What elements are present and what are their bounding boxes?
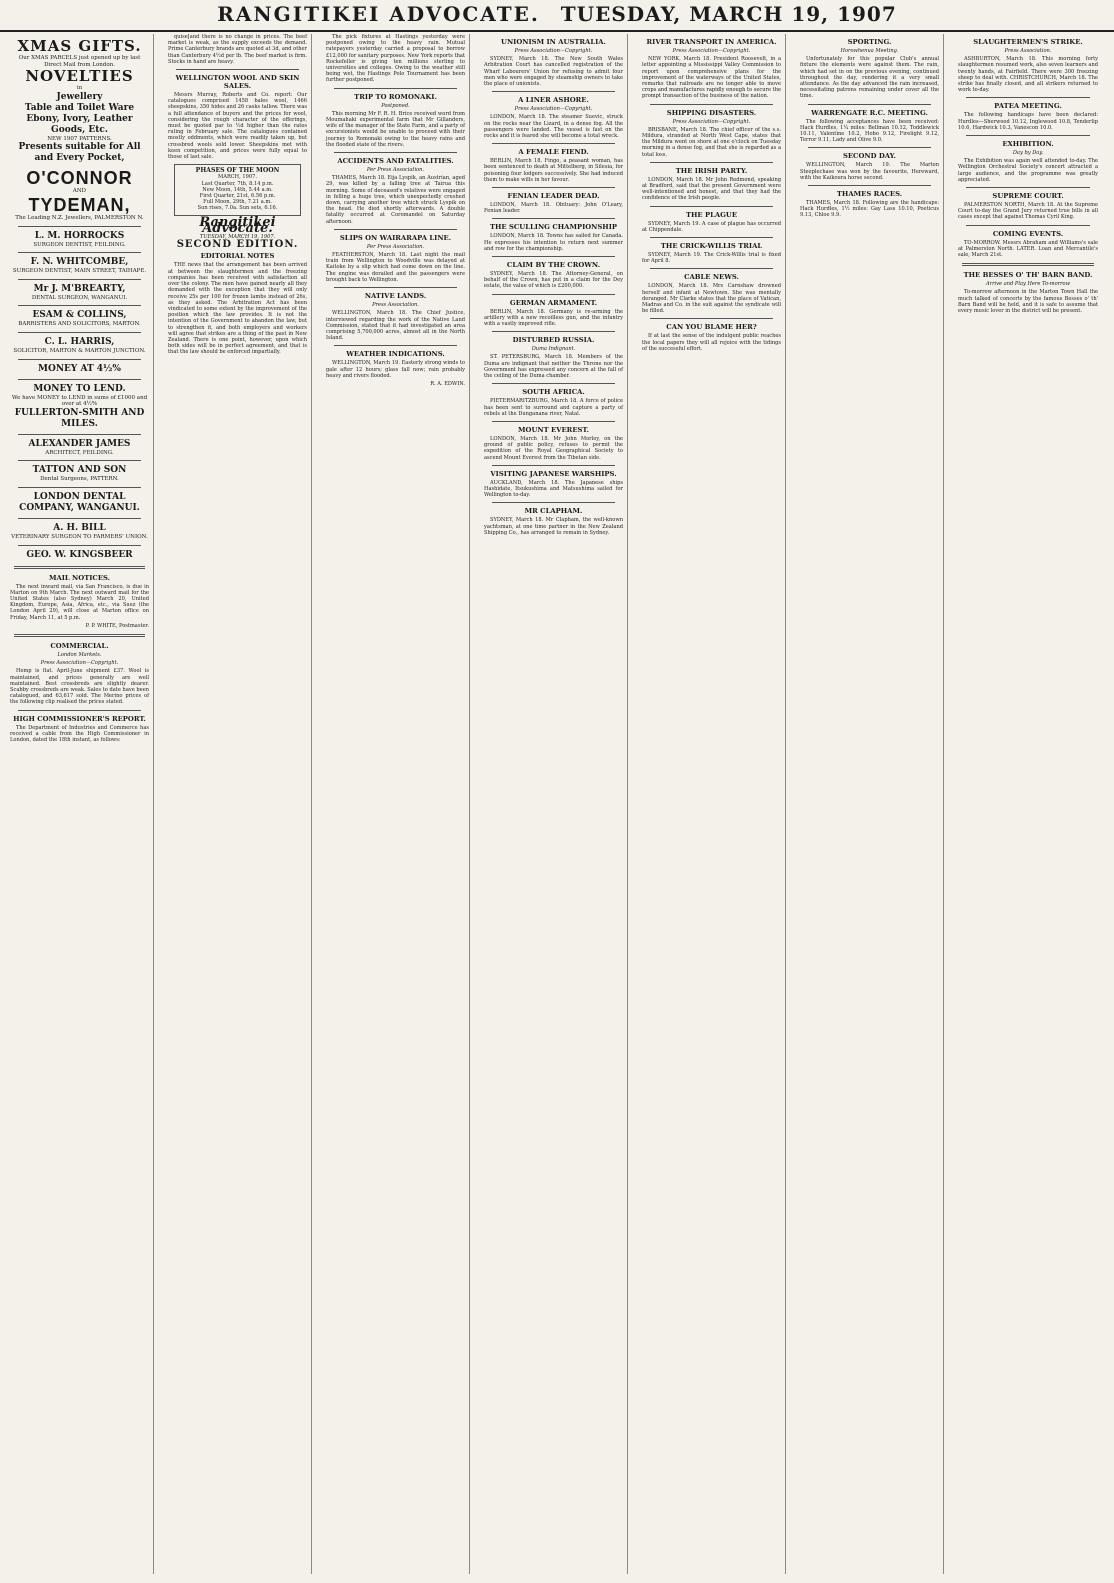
divider [650,206,773,207]
section-heading: THE IRISH PARTY. [675,166,748,175]
article-text: If at last the sense of the indulgent public reaches the local papers they will all rejoice with the tidings of the successful effort. [642,333,781,352]
article-text: The Department of Industries and Commerce has received a cable from the High Commissioner in London, dated the 18th instant, as follows: [10,724,149,743]
ad-title: NOVELTIES [25,67,134,86]
article-signature: R. A. EDWIN. [430,380,465,387]
divider [18,487,141,488]
ad-whitcombe [10,257,149,275]
ad-title: XMAS GIFTS. [17,37,142,55]
ad-text: SOLICITOR, MARTON & MARTON JUNCTION. [13,347,146,354]
divider [650,268,773,269]
ad-alexander-james [10,439,149,457]
ad-title: Mr J. M'BREARTY, [33,283,126,294]
ad-text: The Leading N.Z. Jewellers, PALMERSTON N. [15,214,144,221]
ad-harris [10,337,149,355]
section-heading: ACCIDENTS AND FATALITIES. [337,157,454,166]
edition-label: SECOND EDITION. [176,239,299,251]
article-text: BERLIN, March 18. Germany is re-arming the artillery with a new recoilless gun, and the infantry with a vastly improved rifle. [484,308,623,328]
article-text: THAMES, March 18. Following are the handicaps: Hack Hurdles, 1½ miles: Gay Lass 10.10, Poeticus 9.13, Chloe 9.9. [800,200,939,219]
divider [808,104,931,105]
section-heading: WARRENGATE R.C. MEETING. [811,108,928,117]
divider [966,97,1090,98]
section-heading: SHIPPING DISASTERS. [666,108,757,117]
divider [492,256,615,257]
article-text: quise[and there is no change in prices. The beef market is weak, as the supply exceeds the demand. Prime Canterbury brands are quoted at 3d, and other than Canterbury 4½d per lb. The beef market is firm. Stocks in hand are heavy. [168,34,307,65]
article-text: LONDON, March 18. Mrs Carnshaw drowned herself and infant at Newtown. She was mentally deranged. Mr Clarke states that the place of Vatican, Madras and Co. in the suit against the syndicate will be filled. [642,283,781,315]
divider [18,545,141,546]
page-columns [6,34,1108,1579]
section-heading: SLAUGHTERMEN'S STRIKE. [973,38,1083,46]
column-5 [638,34,786,1574]
ad-tatton [10,465,149,483]
article-text: THE news that the arrangement has been arrived at between the slaughtermen and the freezing companies has been received with satisfaction all over the colony. The men have gained nearly all they demanded with the exception that they will only receive 25s per 100 for frozen lambs instead of 26s, as they asked. The Arbitration Act has been vindicated to some extent by the improvement of the position which the law provides. It is not the intention of the Government to abandon the law, but to strengthen it, and both employers and workers will agree that strikes are a thing of the past in New Zealand. There is one point, however, upon which both sides will be in perfect agreement, and that is that the law should be enforced impartially. [168,262,307,356]
press-credit: Press Association—Copyright. [40,660,119,667]
ad-text: We have MONEY to LEND in sums of £1000 and over at 4½% [11,394,148,408]
section-heading: CABLE NEWS. [684,273,739,282]
section-heading: MAIL NOTICES. [48,573,111,582]
moon-phases-box [174,164,301,215]
divider [18,359,141,360]
divider [18,332,141,333]
ad-text: Presents suitable for All and Every Pocket, [18,142,141,164]
divider [492,502,615,503]
ad-horrocks [10,231,149,249]
ad-text: DENTAL SURGEON, WANGANUI. [31,294,128,301]
editorial-date: TUESDAY, MARCH 19, 1907. [199,234,276,241]
article-text: Unfortunately for this popular Club's annual fixture the elements were against them. The rain, which had set in on the previous evening, continued throughout the day, rendering it a very small attendance. As the day advanced the rain increased, necessitating patrons remaining under cover all the time. [800,56,939,100]
section-heading: THE SCULLING CHAMPIONSHIP [489,223,618,232]
ad-text: NEW 1907 PATTERNS. [47,135,112,142]
article-text: AUCKLAND, March 18. The Japanese ships Hashidate, Itsukushima and Matsushima sailed for Wellington to-day. [484,479,623,499]
press-credit: Per Press Association. [366,167,425,174]
ad-xmas-gifts [10,38,149,164]
section-heading: HIGH COMMISSIONER'S REPORT. [13,714,146,723]
divider [18,460,141,461]
section-heading: SUPREME COURT. [992,192,1064,201]
section-heading: EXHIBITION. [1002,140,1054,149]
moon-phases-month: MARCH, 1907. [218,174,257,181]
article-signature: P. P. WHITE, Postmaster. [85,622,149,629]
divider [492,421,615,422]
section-heading: VISITING JAPANESE WARSHIPS. [490,469,617,478]
ad-text: AND [72,188,87,195]
divider [18,252,141,253]
divider [176,69,299,70]
section-heading: SOUTH AFRICA. [522,388,585,397]
section-heading: SECOND DAY. [842,152,897,161]
divider [18,279,141,280]
column-6 [796,34,944,1574]
section-heading: CLAIM BY THE CROWN. [506,261,601,270]
divider [14,566,145,569]
article-text: Hemp is flat. April-June shipment £37. Wool is maintained, and prices generally are well maintained. Best crossbreds are slightly dearer. Scabby crossbreds are weak. Sales to date have been catalogued, and 63,617 sold. The Merino prices of the following clip realised the prices stated. [10,668,149,706]
moon-phases-title: PHASES OF THE MOON [195,167,280,175]
moon-phase-row: New Moon, 14th, 5.44 a.m. [202,186,273,193]
press-credit: Press Association. [1004,48,1052,54]
press-credit: Press Association—Copyright. [672,48,751,54]
ad-text: Ebony, Ivory, Leather Goods, Etc. [26,113,133,135]
press-credit: Per Press Association. [366,243,425,250]
divider [492,218,615,219]
section-heading: FENIAN LEADER DEAD. [507,192,600,201]
press-credit: Press Association—Copyright. [672,118,751,125]
divider [18,710,141,711]
subheading: London Markets. [57,651,102,658]
column-4 [480,34,628,1574]
article-text: ASHBURTON, March 18. This morning forty slaughtermen resumed work, also seven learners and twenty hands, at Fairfield. There were 300 freezing sheep to deal with. CHRISTCHURCH, March 18. The strike has finally closed, and all strikers returned to work to-day. [958,56,1098,94]
divider [492,143,615,144]
article-text: WELLINGTON, March 19. Easterly strong winds to gale after 12 hours; glass fall now; rain probably heavy and rivers flooded. [326,360,465,379]
ad-title: O'CONNOR [26,168,133,189]
ad-title: ESAM & COLLINS, [32,310,127,321]
ad-title: TATTON AND SON [32,465,127,476]
ad-text: FULLERTON-SMITH AND MILES. [14,407,145,429]
ad-title: A. H. BILL [53,522,106,533]
divider [334,152,457,153]
divider [966,187,1090,188]
article-text: SYDNEY, March 18. The Attorney-General, on behalf of the Crown, has put in a claim for the Dey estate, the value of which is £200,000. [484,271,623,290]
ad-title: GEO. W. KINGSBEER [26,549,133,560]
ad-text: Table and Toilet Ware [24,102,135,113]
article-text: SYDNEY, March 19. A case of plague has occurred at Chippendale. [642,220,781,233]
divider [650,162,773,163]
divider [492,187,615,188]
section-heading: THAMES RACES. [836,190,903,199]
article-text: SYDNEY, March 19. The Crick-Willis trial is fixed for April 8. [642,252,781,265]
article-text: LONDON, March 18. Mr John Morley, on the ground of public policy, refuses to permit the expedition of the Royal Geographical Society to ascend Mount Everest from the Tibetan side. [484,435,623,461]
article-text: THAMES, March 18. Eija Lyspik, an Austrian, aged 29, was killed by a falling tree at Tairua this morning. Some of deceased's relatives were engaged in felling a huge tree, which unexpectedly crushed down, carrying another tree which struck Lyspik on the head. He died shortly afterwards. A double fatality occurred at Coromandel on Saturday afternoon. [326,175,465,225]
ad-text: ARCHITECT, FEILDING. [45,449,114,456]
article-text: BERLIN, March 18. Fingo, a peasant woman, has been sentenced to death at Mittelberg, in Silesia, for poisoning four lodgers successively. She had induced them to make wills in her favour. [484,158,623,183]
article-text: NEW YORK, March 18. President Roosevelt, in a letter appointing a Mississippi Valley Commission to report upon comprehensive plans for the improvement of the waterways of the United States, remarks that railroads are no longer able to move crops and manufactures rapidly enough to secure the prompt transaction of the business of the nation. [642,56,781,100]
section-heading: NATIVE LANDS. [364,292,427,301]
masthead-date: TUESDAY, MARCH 19, 1907 [560,2,897,26]
article-text: BRISBANE, March 18. The chief officer of the s.s. Mildura, stranded at North West Cape, states that the Mildura went on shore at one o'clock on Tuesday morning in a dense fog, and that she is regarded as a total loss. [642,126,781,158]
press-credit: Press Association. [372,302,419,309]
divider [966,225,1090,226]
divider [492,331,615,332]
press-credit: Press Association—Copyright. [514,48,593,54]
divider [650,104,773,105]
divider [492,383,615,384]
article-text: The pick fixtures at Hastings yesterday were postponed owing to the heavy rain. Mutual ratepayers yesterday carried a proposal to borrow £12,000 for sanitary purposes. New York reports that Rockefeller is giving ten millions sterling to universities and colleges. Owing to the weather still being wet, the Hastings Polo Tournament has been further postponed. [326,34,465,84]
moon-phase-row: Last Quarter, 7th, 8.14 p.m. [201,180,274,187]
article-text: LONDON, March 18. Obituary: John O'Leary, Fenian leader. [484,202,623,215]
ad-title: ALEXANDER JAMES [28,438,131,449]
divider [334,88,457,89]
ad-title: TYDEMAN, [28,194,131,215]
subheading: Arrive and Play Here To-morrow [986,281,1070,288]
subheading: Duma Indignant. [531,346,576,353]
article-text: LONDON, March 18. Towns has sailed for Canada. He expresses his intention to return next summer and row for the championship. [484,233,623,252]
divider [492,465,615,466]
newspaper-title [0,2,1114,26]
editorial-masthead: Rangitikei Advocate. [199,214,276,236]
section-heading: TRIP TO ROMONAKI. [354,92,437,101]
section-heading: A LINER ASHORE. [518,96,589,105]
article-text: WELLINGTON, March 19. The Marton Steeplechase was won by the favourite, Hereward, with the Kaikoura horse second. [800,162,939,181]
section-heading: WELLINGTON WOOL AND SKIN SALES. [175,74,300,91]
article-text: LONDON, March 18. Mr John Redmond, speaking at Bradford, said that the present Government were well-intentioned and honest, and that they had the confidence of the Irish people. [642,176,781,202]
divider [18,305,141,306]
ad-money-at [10,364,149,375]
section-heading: WEATHER INDICATIONS. [346,350,445,359]
divider [14,634,145,637]
subheading: Postponed. [381,102,410,109]
section-heading: THE CRICK-WILLIS TRIAL [660,242,763,251]
divider [966,135,1090,136]
masthead [0,0,1114,32]
ad-esam-collins [10,310,149,328]
section-heading: THE PLAGUE [685,210,738,219]
divider [18,226,141,227]
divider [492,91,615,92]
article-text: The Exhibition was again well attended to-day. The Wellington Orchestral Society's concert attracted a large audience, and the programme was greatly appreciated. [958,158,1098,183]
moon-phase-row: Sun rises, 7.0a. Sun sets, 6.16. [197,205,278,212]
masthead-title: RANGITIKEI ADVOCATE. [217,2,540,26]
ad-title: MONEY AT 4½% [38,363,121,374]
moon-phase-row: Full Moon, 29th, 7.21 a.m. [203,199,272,206]
ad-title: C. L. HARRIS, [44,336,115,347]
ad-title: MONEY TO LEND. [33,383,126,394]
divider [808,185,931,186]
divider [492,294,615,295]
divider [334,345,457,346]
article-text: The following handicaps have been declared: Hurdles—Sherwood 10.12, Inglewood 10.8, Tenderlip 10.6, Hardwick 10.3, Vanescon 10.0. [958,112,1098,131]
subheading: Day by Day. [1012,150,1044,157]
ad-text: Jewellery [56,91,103,102]
ad-text: Dental Surgeons, PATTERN. [40,476,119,483]
press-credit: Press Association—Copyright. [514,106,593,113]
section-heading: COMMERCIAL. [50,641,109,650]
article-text: LONDON, March 18. The steamer Suevic, struck on the rocks near the Lizard, in a dense fog. All the passengers were landed. The vessel is fast on the rocks and it is feared she will become a total wreck. [484,114,623,140]
divider [808,147,931,148]
ad-money-to-lend [10,384,149,430]
section-heading: GERMAN ARMAMENT. [509,298,598,307]
column-2 [164,34,312,1574]
article-text: The following acceptances have been received: Hack Hurdles, 1¼ miles: Bellman 10.12, Toddlewick 10.11, Valentine 10.2, Hobo 9.12, Firelight 9.12, Terror 9.11, Lady and Olive 9.0. [800,118,939,144]
section-heading: COMING EVENTS. [992,229,1064,238]
section-heading: DISTURBED RUSSIA. [512,336,595,345]
article-text: The next inward mail, via San Francisco, is due in Marton on 9th March. The next outward mail for the United States (also Sydney) March 20, United Kingdom, Europe, Asia, Africa, etc., via Suez (the London April 29), will close at Marton office on Friday, March 11, at 5 p.m. [10,583,149,621]
section-heading: PATEA MEETING. [994,102,1062,111]
ad-text: Our XMAS PARCELS just opened up by last Direct Mail from London. [18,55,141,68]
section-heading: UNIONISM IN AUSTRALIA. [501,38,606,46]
divider [18,379,141,380]
section-heading: RIVER TRANSPORT IN AMERICA. [646,38,777,46]
article-text: To-morrow afternoon in the Marton Town Hall the much talked of concerts by the famous Besses o' th' Barn Band will be held, and it is safe to assume that every music lover in the district will be present. [958,289,1098,315]
column-7 [954,34,1102,1574]
ad-mbrearty [10,284,149,302]
ad-text: SURGEON DENTIST, FEILDING. [33,241,126,248]
article-text: WELLINGTON, March 18. The Chief Justice, interviewed regarding the work of the Native Land Commission, stated that it had investigated an area comprising 5,700,000 acres, almost all in the North Island. [326,310,465,342]
section-heading: MR CLAPHAM. [524,507,583,516]
article-text: SYDNEY, March 18. Mr Clapham, the well-known yachtsman, at one time partner in the New Zealand Shipping Co., has arranged to remain in Sydney. [484,517,623,536]
section-heading: CAN YOU BLAME HER? [666,323,757,332]
ad-text: BARRISTERS AND SOLICITORS, MARTON. [18,321,141,328]
article-text: This morning Mr F. R. H. Brice received word from Moumahaki experimental farm that Mr Gillanders, wife of the manager of the State Farm, and a party of excursionists would be unable to proceed with their journey to Romonaki owing to the heavy rains and the flooded state of the rivers. [326,110,465,148]
ad-title: L. M. HORROCKS [34,230,125,241]
moon-phase-row: First Quarter, 21st, 6.56 p.m. [199,193,276,200]
article-text: FEATHERSTON, March 18. Last night the mail train from Wellington to Woodville was delayed at Kaitoke by a slip which had come down on the line. The engine was derailed and the passengers were brought back to Wellington. [326,252,465,283]
divider [650,237,773,238]
section-heading: MOUNT EVEREST. [518,425,589,434]
article-text: PALMERSTON NORTH, March 18. At the Supreme Court to-day the Grand Jury returned true bills in all cases except that against Thomas Cyril King. [958,202,1098,221]
section-heading: A FEMALE FIEND. [518,148,589,157]
divider [18,518,141,519]
ad-text: in [76,85,83,92]
ad-bill [10,523,149,541]
ad-text: VETERINARY SURGEON TO FARMERS' UNION. [11,533,148,540]
divider [18,434,141,435]
ad-london-dental [10,492,149,514]
article-text: PIETERMARITZBURG, March 18. A force of police has been sent to surround and capture a party of rebels at the Dunganana river, Natal. [484,398,623,417]
ad-kingsbeer [10,550,149,561]
article-text: SYDNEY, March 18. The New South Wales Arbitration Court has cancelled registration of the Wharf Labourers' Union for refusing to admit four men who were engaged by steamship owners to take the place of unionists. [484,56,623,88]
ad-text: SURGEON DENTIST, MAIN STREET, TAIHAPE. [12,268,147,275]
section-heading: EDITORIAL NOTES [200,252,275,261]
article-text: ST. PETERSBURG, March 18. Members of the Duma are indignant that neither the Throne nor the Government has expressed any concern at the fall of the ceiling of the Duma chamber. [484,354,623,380]
section-heading: THE BESSES O' TH' BARN BAND. [963,271,1093,280]
column-1 [6,34,154,1574]
ad-oconnor-tydeman [10,168,149,221]
divider [962,263,1094,266]
subheading: Horowhenua Meeting. [840,48,899,54]
section-heading: SLIPS ON WAIRARAPA LINE. [339,233,452,242]
section-heading: SPORTING. [847,38,892,46]
article-text: Messrs Murray, Roberts and Co. report: Our catalogues comprised 1458 bales wool, 1466 sheepskins, 350 hides and 26 casks tallow. There was a full attendance of buyers and the prices for wool, considering the rough character of the offerings, must be quoted par to ½d higher than the rates ruling in February sale. The catalogues contained mostly oddments, which were readily taken up, but crossbred wools sold lower. Sheepskins met with keen competition, and prices were fully equal to those of last sale. [168,92,307,161]
ad-title: F. N. WHITCOMBE, [30,257,129,268]
divider [334,287,457,288]
column-3 [322,34,470,1574]
divider [334,229,457,230]
article-text: TO-MORROW. Messrs Abraham and Williams's sale at Palmerston North. LATER. Loan and Mercantile's sale, March 21st. [958,239,1098,259]
divider [650,318,773,319]
ad-title: LONDON DENTAL COMPANY, WANGANUI. [19,491,140,513]
